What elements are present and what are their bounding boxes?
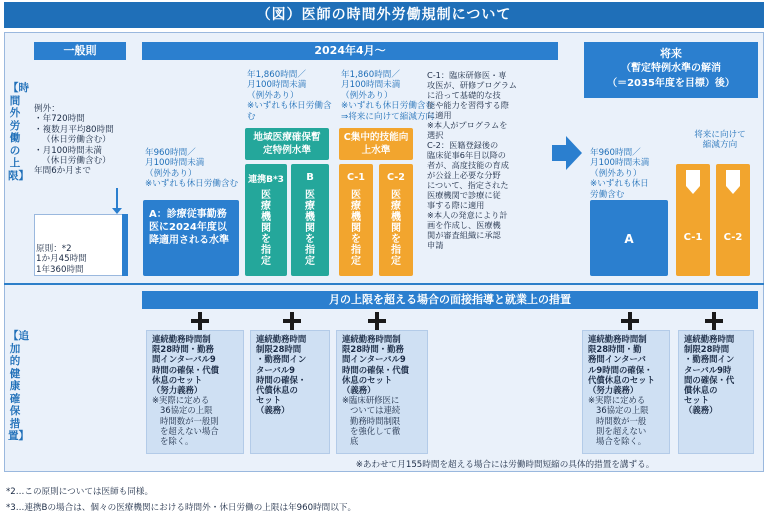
level-b-label: B xyxy=(306,172,314,183)
general-arrow-stem xyxy=(116,188,118,210)
level-a-description: 年960時間／ 月100時間未満 （例外あり） ※いずれも休日労働含む xyxy=(145,148,239,190)
measure-box-future-a: 連続勤務時間制 限28時間・勤 務間インターバ ル9時間の確保・ 代償休息のセット （努力義務） ※実際に定める 36協定の上限 時間数が一般 則を超えない 場合を除く。 xyxy=(582,330,670,454)
level-a-box: A：診療従事勤務医に2024年度以降適用される水準 xyxy=(143,200,239,276)
future-c2-label: C-2 xyxy=(723,232,743,243)
transition-arrow-icon xyxy=(552,136,582,170)
measure-box-c-level: 連続勤務時間制 限28時間・勤務 間インターバル9 時間の確保・代償 休息のセット （義務） ※臨床研修医に ついては連続 勤務時間制限 を強化して徹 底 xyxy=(336,330,428,454)
future-header: 将来 （暫定特例水準の解消 （＝2035年度を目標）後） xyxy=(584,42,758,98)
upper-section-label: 【時間外労働の上限】 xyxy=(8,82,29,182)
renkei-b-label: 連携B*3 xyxy=(248,175,284,185)
level-b-designation: 医療機関を指定 xyxy=(305,190,315,267)
future-c-description: 将来に向けて 縮減方向 xyxy=(694,130,746,151)
general-exception-text: 例外： ・年720時間 ・複数月平均80時間 （休日労働含む） ・月100時間未満 （休日労働含む） 年間6か月まで xyxy=(34,104,114,177)
c-level-header: C集中的技能向上水準 xyxy=(339,128,413,160)
c-level-notes: C-1：臨床研修医・専 攻医が、研修プログラム に沿って基礎的な技 能や能力を習得する際 に適用 ※本人がプログラムを 選択 C-2：医籍登録後の 臨床従事6年目以降の 者が、高度技能の育成 が公益上必要な分野 について、指定された 医療機関で診療に従 事する際に適用 ※本人の発意により計 画を作成し、医療機 関が審査組織に承認 申請 xyxy=(427,70,517,250)
april-2024-header: 2024年4月～ xyxy=(142,42,558,60)
general-principle-bar xyxy=(122,214,128,276)
future-c2-arrow-head xyxy=(726,186,740,194)
regional-level-header: 地域医療確保暫定特例水準 xyxy=(245,128,329,160)
general-principle-text: 原則：*2 1か月45時間 1年360時間 xyxy=(36,244,87,275)
measure-box-future-c: 連続勤務時間 制限28時間 ・勤務間イン ターバル9時 間の確保・代 償休息の セット （義務） xyxy=(678,330,754,454)
measures-footnote: ※あわせて月155時間を超える場合には労働時間短縮の具体的措置を講ずる。 xyxy=(355,460,655,470)
footnote-3: *3…連携Bの場合は、個々の医療機関における時間外・休日労働の上限は年960時間以下。 xyxy=(6,503,357,513)
future-a-description: 年960時間／ 月100時間未満 （例外あり） ※いずれも休日 労働含む xyxy=(590,148,650,200)
future-level-a-label: A xyxy=(624,232,634,246)
measure-box-general: 連続勤務時間制 限28時間・勤務 間インターバル9 時間の確保・代償 休息のセット （努力義務） ※実際に定める 36協定の上限 時間数が一般則 を超えない場合 を除く。 xyxy=(146,330,244,454)
lower-section-label: 【追加的健康確保措置】 xyxy=(8,330,29,442)
plus-icon xyxy=(191,312,209,330)
measures-header: 月の上限を超える場合の面接指導と就業上の措置 xyxy=(142,291,758,309)
footnote-2: *2…この原則については医師も同様。 xyxy=(6,487,154,497)
plus-icon xyxy=(283,312,301,330)
measure-box-regional: 連続勤務時間 制限28時間 ・勤務間イン ターバル9 時間の確保・ 代償休息の セット （義務） xyxy=(250,330,330,454)
general-rule-header: 一般則 xyxy=(34,42,126,60)
future-c1-arrow-head xyxy=(686,186,700,194)
level-c-description: 年1,860時間／ 月100時間未満 （例外あり） ※いずれも休日労働含む ⇒将来に向けて縮減方向 xyxy=(341,70,435,122)
future-c1-label: C-1 xyxy=(683,232,703,243)
future-c2-down-arrow-icon xyxy=(726,170,740,186)
plus-icon xyxy=(368,312,386,330)
plus-icon xyxy=(621,312,639,330)
level-c2-label: C-2 xyxy=(387,172,405,183)
level-c1-label: C-1 xyxy=(347,172,365,183)
level-b-description: 年1,860時間／ 月100時間未満 （例外あり） ※いずれも休日労働含む xyxy=(247,70,332,122)
future-c1-down-arrow-icon xyxy=(686,170,700,186)
level-c1-designation: 医療機関を指定 xyxy=(351,190,361,267)
footnotes xyxy=(6,484,762,516)
plus-icon xyxy=(705,312,723,330)
section-divider xyxy=(4,283,764,285)
level-c2-designation: 医療機関を指定 xyxy=(391,190,401,267)
diagram-title: （図）医師の時間外労働規制について xyxy=(4,2,764,28)
renkei-b-designation: 医療機関を指定 xyxy=(261,190,271,267)
